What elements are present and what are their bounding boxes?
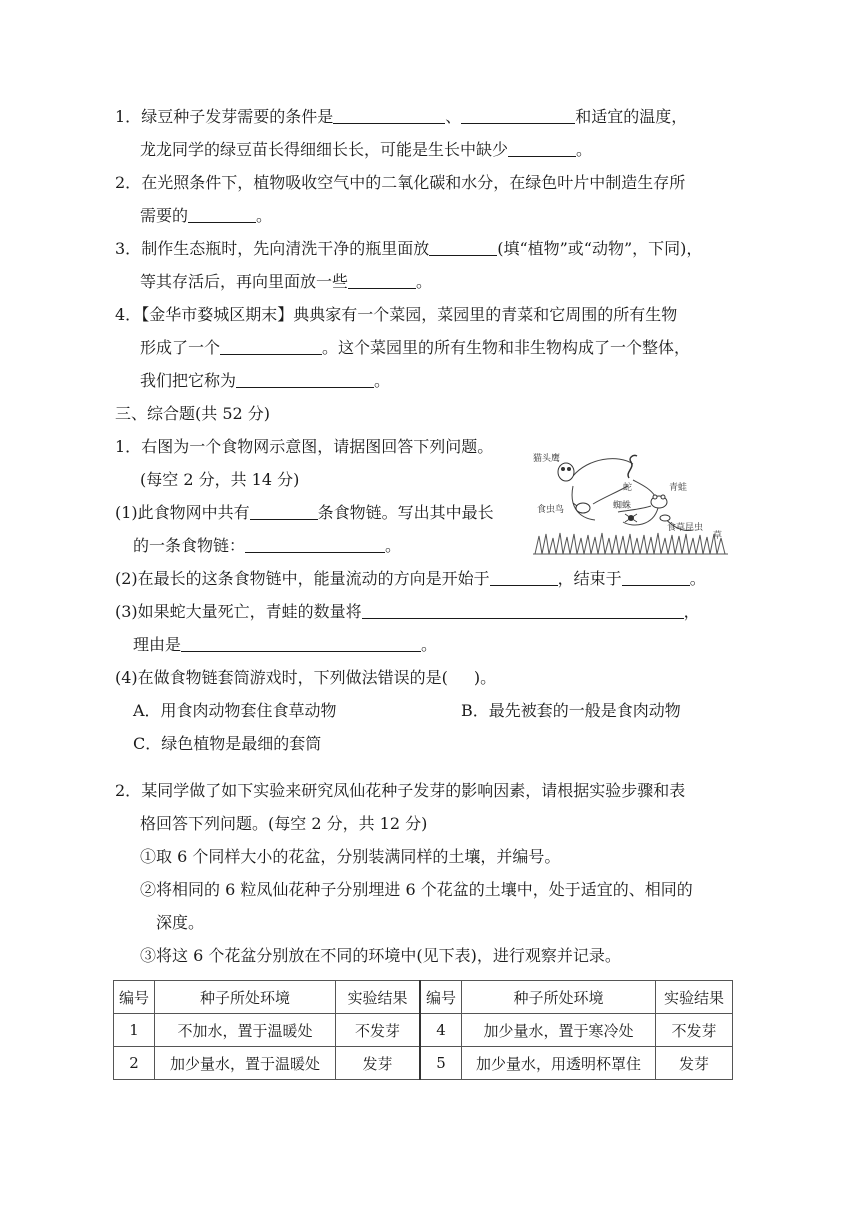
q4-line2: 形成了一个 。这个菜园里的所有生物和非生物构成了一个整体， — [140, 338, 691, 357]
answer-blank[interactable] — [348, 272, 416, 289]
answer-blank[interactable] — [188, 206, 256, 223]
svg-text:青蛙: 青蛙 — [669, 483, 688, 493]
table-cell: 不加水，置于温暖处 — [155, 1014, 336, 1047]
step-2-line1: ②将相同的 6 粒凤仙花种子分别埋进 6 个花盆的土壤中，处于适宜的、相同的 — [140, 880, 693, 899]
answer-blank[interactable] — [333, 107, 445, 124]
bird-icon — [573, 503, 590, 513]
header-cell: 实验结果 — [336, 981, 421, 1014]
table-row — [114, 1014, 733, 1047]
section-heading: 三、综合题(共 52 分) — [115, 404, 271, 423]
header-cell: 种子所处环境 — [155, 981, 336, 1014]
option-b[interactable]: B．最先被套的一般是食肉动物 — [461, 701, 681, 720]
answer-blank[interactable] — [236, 371, 374, 388]
answer-blank[interactable] — [622, 569, 690, 586]
q3-line2: 等其存活后，再向里面放一些 。 — [140, 272, 433, 291]
svg-text:草: 草 — [713, 531, 723, 541]
table-cell: 4 — [420, 1014, 462, 1047]
table-cell: 5 — [420, 1047, 462, 1080]
table-cell: 加少量水，用透明杯罩住 — [462, 1047, 656, 1080]
step-2-line2: 深度。 — [156, 913, 205, 932]
answer-blank[interactable] — [362, 602, 684, 619]
spider-icon — [625, 514, 637, 522]
step-3: ③将这 6 个花盆分别放在不同的环境中(见下表)，进行观察并记录。 — [140, 946, 621, 965]
option-a[interactable]: A．用食肉动物套住食草动物 — [133, 701, 337, 720]
comp-q1-part4: (4)在做食物链套筒游戏时，下列做法错误的是( )。 — [115, 668, 497, 687]
header-cell: 编号 — [420, 981, 462, 1014]
answer-blank[interactable] — [220, 338, 322, 355]
table-header-row — [114, 981, 733, 1014]
comp-q1-part3-line1: (3)如果蛇大量死亡，青蛙的数量将 ， — [115, 602, 700, 621]
table-cell: 2 — [114, 1047, 155, 1080]
comp-q1-intro: 1．右图为一个食物网示意图，请据图回答下列问题。 — [115, 437, 494, 456]
q2-line2: 需要的 。 — [140, 206, 273, 225]
comp-q1-score: (每空 2 分，共 14 分) — [140, 470, 300, 489]
answer-blank[interactable] — [508, 140, 576, 157]
comp-q1-part2: (2)在最长的这条食物链中，能量流动的方向是开始于 ，结束于 。 — [115, 569, 706, 588]
owl-icon — [558, 463, 574, 481]
header-cell: 种子所处环境 — [462, 981, 656, 1014]
q3-line1: 3．制作生态瓶时，先向清洗干净的瓶里面放 (填“植物”或“动物”，下同)， — [115, 239, 703, 258]
comp-q2-line1: 2．某同学做了如下实验来研究凤仙花种子发芽的影响因素，请根据实验步骤和表 — [115, 781, 686, 800]
table-cell: 不发芽 — [336, 1014, 421, 1047]
step-1: ①取 6 个同样大小的花盆，分别装满同样的土壤，并编号。 — [140, 847, 561, 866]
table-cell: 加少量水，置于温暖处 — [155, 1047, 336, 1080]
comp-q1-part3-line2: 理由是 。 — [133, 635, 438, 654]
option-c[interactable]: C．绿色植物是最细的套筒 — [133, 734, 322, 753]
experiment-table — [113, 980, 733, 1080]
snake-icon — [628, 455, 637, 478]
answer-blank[interactable] — [245, 536, 385, 553]
table-cell: 不发芽 — [656, 1014, 733, 1047]
answer-blank[interactable] — [490, 569, 558, 586]
answer-blank[interactable] — [181, 635, 421, 652]
svg-text:食虫鸟: 食虫鸟 — [537, 505, 565, 515]
svg-text:蜘蛛: 蜘蛛 — [613, 501, 632, 511]
q2-line1: 2．在光照条件下，植物吸收空气中的二氧化碳和水分，在绿色叶片中制造生存所 — [115, 173, 686, 192]
answer-blank[interactable] — [429, 239, 497, 256]
q1-line1: 1．绿豆种子发芽需要的条件是 、 和适宜的温度， — [115, 107, 688, 126]
q4-line1: 4．【金华市婺城区期末】典典家有一个菜园，菜园里的青菜和它周围的所有生物 — [115, 305, 678, 324]
grass-icon — [533, 533, 728, 554]
header-cell: 实验结果 — [656, 981, 733, 1014]
answer-blank[interactable] — [461, 107, 575, 124]
svg-text:猫头鹰: 猫头鹰 — [533, 454, 561, 464]
table-cell: 发芽 — [336, 1047, 421, 1080]
frog-icon — [651, 495, 667, 508]
svg-text:食草昆虫: 食草昆虫 — [667, 523, 704, 533]
comp-q2-line2: 格回答下列问题。(每空 2 分，共 12 分) — [140, 814, 428, 833]
table-row — [114, 1047, 733, 1080]
q1-line2: 龙龙同学的绿豆苗长得细细长长，可能是生长中缺少 。 — [140, 140, 593, 159]
insect-icon — [660, 515, 670, 521]
q4-line3: 我们把它称为 。 — [140, 371, 391, 390]
answer-blank[interactable] — [250, 503, 318, 520]
food-web-diagram — [533, 446, 728, 558]
comp-q1-part1-line1: (1)此食物网中共有 条食物链。写出其中最长 — [115, 503, 494, 522]
svg-text:蛇: 蛇 — [623, 483, 633, 493]
table-cell: 1 — [114, 1014, 155, 1047]
table-cell: 发芽 — [656, 1047, 733, 1080]
comp-q1-part1-line2: 的一条食物链： 。 — [133, 536, 402, 555]
header-cell: 编号 — [114, 981, 155, 1014]
table-cell: 加少量水，置于寒冷处 — [462, 1014, 656, 1047]
